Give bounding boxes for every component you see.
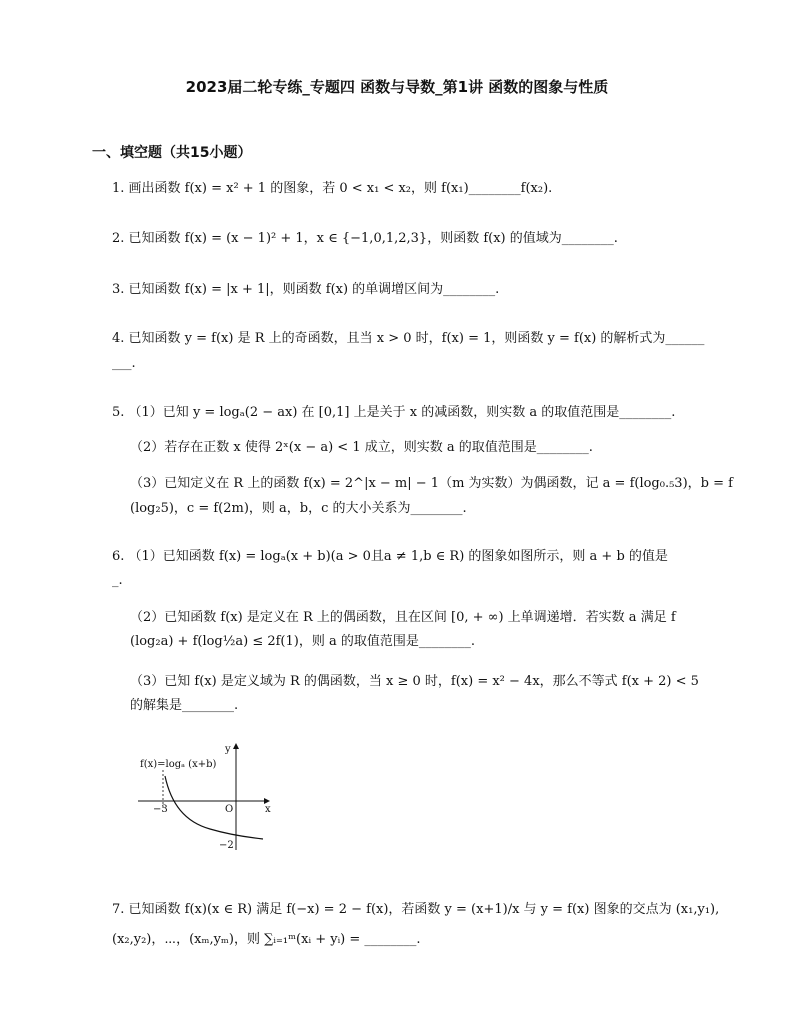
question-6-part-3-line-2: 的解集是________. [130, 698, 239, 713]
question-2: 2. 已知函数 f(x) = (x − 1)² + 1，x ∈ {−1,0,1,2,3}，则函数 f(x) 的值域为________. [112, 231, 618, 246]
x-axis-label: x [265, 804, 271, 815]
question-4-line-2: ___. [112, 356, 136, 371]
origin-label: O [225, 804, 234, 815]
question-5-part-1: 5. （1）已知 y = logₐ(2 − ax) 在 [0,1] 上是关于 x 的减函数，则实数 a 的取值范围是________. [112, 405, 676, 420]
question-5-part-2: （2）若存在正数 x 使得 2ˣ(x − a) < 1 成立，则实数 a 的取值范围是________. [130, 440, 593, 455]
question-7-line-1: 7. 已知函数 f(x)(x ∈ R) 满足 f(−x) = 2 − f(x)，若函数 y = (x+1)/x 与 y = f(x) 图象的交点为 (x₁,y₁), [112, 902, 720, 917]
question-6-part-3-line-1: （3）已知 f(x) 是定义域为 R 的偶函数，当 x ≥ 0 时，f(x) = x² − 4x，那么不等式 f(x + 2) < 5 [130, 674, 699, 689]
question-5-part-3-line-2: (log₂5)，c = f(2m)，则 a，b，c 的大小关系为________. [130, 501, 467, 516]
question-6-part-2-line-1: （2）已知函数 f(x) 是定义在 R 上的偶函数，且在区间 [0, + ∞) 上单调递增．若实数 a 满足 f [130, 610, 676, 625]
question-5-part-3-line-1: （3）已知定义在 R 上的函数 f(x) = 2^|x − m| − 1（m 为实数）为偶函数，记 a = f(log₀.₅3)，b = f [130, 476, 733, 491]
question-3: 3. 已知函数 f(x) = |x + 1|，则函数 f(x) 的单调增区间为________. [112, 282, 500, 297]
question-1: 1. 画出函数 f(x) = x² + 1 的图象，若 0 < x₁ < x₂，则 f(x₁)________f(x₂). [112, 181, 553, 196]
question-7-line-2: (x₂,y₂)，⋯，(xₘ,yₘ)，则 ∑ᵢ₌₁ᵐ(xᵢ + yᵢ) = ________. [112, 932, 421, 947]
log-curve [165, 776, 263, 839]
question-6-part-1-line-1: 6. （1）已知函数 f(x) = logₐ(x + b)(a > 0且a ≠ 1,b ∈ R) 的图象如图所示，则 a + b 的值是 [112, 549, 668, 564]
x-tick-label: −3 [153, 804, 168, 815]
log-function-graph [135, 740, 275, 852]
function-label: f(x)=logₐ (x+b) [140, 759, 217, 770]
section-heading: 一、填空题（共15小题） [92, 145, 252, 161]
y-axis-label: y [225, 744, 231, 755]
question-6-part-2-line-2: (log₂a) + f(log½a) ≤ 2f(1)，则 a 的取值范围是________. [130, 634, 475, 649]
page-title: 2023届二轮专练_专题四 函数与导数_第1讲 函数的图象与性质 [185, 78, 609, 96]
y-tick-label: −2 [219, 840, 234, 851]
question-6-part-1-line-2: _. [112, 573, 123, 588]
question-4-line-1: 4. 已知函数 y = f(x) 是 R 上的奇函数，且当 x > 0 时，f(x) = 1，则函数 y = f(x) 的解析式为______ [112, 331, 705, 346]
